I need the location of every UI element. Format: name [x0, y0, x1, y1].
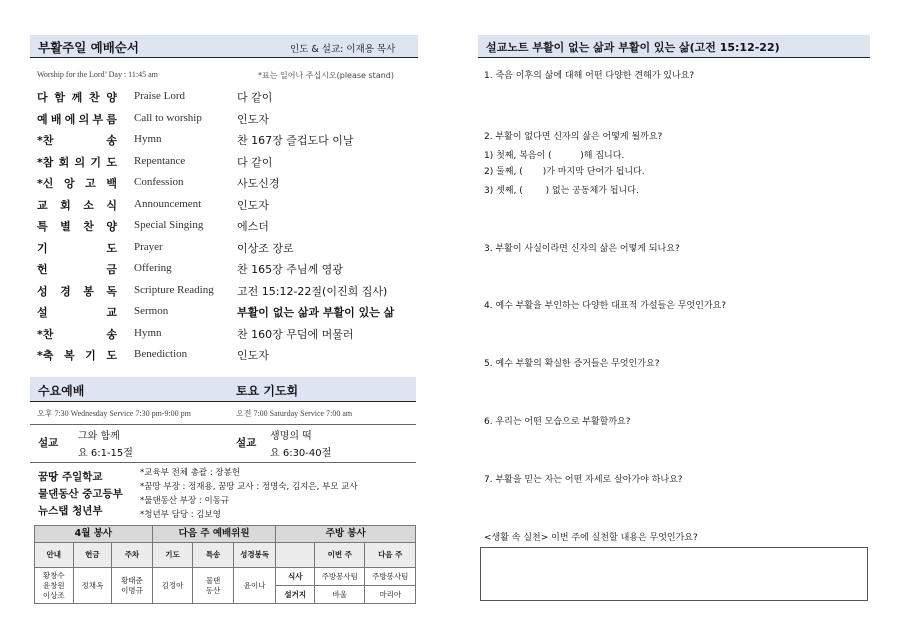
order-row: [37, 132, 417, 152]
sat-time: 오전 7:00 Saturday Service 7:00 am: [236, 409, 353, 418]
notes-title: 설교노트 부활이 없는 삶과 부활이 있는 삶(고전 15:12-22): [486, 41, 780, 54]
order-item-en: Call to worship: [134, 111, 202, 124]
order-row: [37, 197, 417, 217]
question-7: 7. 부활을 믿는 자는 어떤 자세로 살아가야 하나요?: [484, 475, 683, 485]
order-item-leader: 다 같이: [237, 91, 273, 104]
dish-next: 마리아: [365, 586, 416, 604]
order-row: [37, 240, 417, 260]
col-prayer: 기도: [152, 543, 193, 568]
staff-2: *꿈땅 부장 : 정재용, 꿈땅 교사 : 정명숙, 김지은, 부모 교사: [140, 482, 358, 492]
order-row: [37, 347, 417, 367]
order-item-en: Benediction: [134, 348, 188, 360]
offering-name: 정채옥: [73, 568, 112, 604]
order-item-leader: 다 같이: [237, 155, 273, 169]
order-item-en: Prayer: [134, 240, 163, 253]
order-item-en: Special Singing: [134, 219, 204, 231]
order-item-ko: 교 회 소 식: [37, 198, 117, 212]
order-row: [37, 218, 417, 238]
duty-header-next: 다음 주 예배위원: [152, 526, 276, 543]
order-row: [37, 304, 417, 324]
order-item-ko: *참 회 의 기 도: [37, 155, 117, 169]
order-item-leader: 부활이 없는 삶과 부활이 있는 삶: [237, 306, 395, 319]
question-2: 2. 부활이 없다면 신자의 삶은 어떻게 될까요?: [484, 132, 663, 142]
parking-name: 황태준: [121, 575, 143, 585]
order-item-leader: 이상조 장로: [237, 241, 294, 255]
order-item-en: Hymn: [134, 133, 162, 145]
practice-prompt: <생활 속 실천> 이번 주에 실천할 내용은 무엇인가요?: [484, 533, 698, 543]
order-row: [37, 283, 417, 303]
order-item-ko: 다 함 께 찬 양: [37, 91, 117, 104]
order-item-en: Announcement: [134, 197, 202, 210]
order-item-ko: *찬 송: [37, 134, 117, 147]
special-name-line: 물댄: [205, 575, 221, 585]
guide-names: [35, 568, 74, 604]
col-next-week: 다음 주: [365, 543, 416, 568]
parking-name: 이명규: [121, 585, 143, 595]
question-3: 3. 부활이 사실이라면 신자의 삶은 어떻게 되나요?: [484, 244, 680, 254]
order-item-en: Offering: [134, 262, 172, 274]
wed-sermon-label: 설교: [38, 437, 59, 449]
duty-table: [34, 525, 416, 604]
question-2-a: 1) 첫째, 복음이 ( )해 집니다.: [484, 151, 625, 161]
staff-1: *교육부 전체 총괄 : 장봉헌: [140, 468, 241, 478]
order-item-leader: 인도자: [237, 198, 269, 212]
sat-sermon-label: 설교: [236, 437, 257, 449]
sat-sermon-ref: 요 6:30-40절: [270, 448, 332, 459]
wed-time: 오후 7:30 Wednesday Service 7:30 pm-9:00 pm: [37, 409, 191, 418]
order-row: [37, 111, 417, 131]
order-item-leader: 사도신경: [237, 177, 280, 190]
order-item-ko: 기 도: [37, 241, 117, 255]
question-2-b: 2) 둘째, ( )가 마지막 단어가 됩니다.: [484, 167, 645, 177]
midweek-bar: [30, 377, 416, 402]
order-item-ko: 특 별 찬 양: [37, 220, 117, 233]
guide-name: 윤창원: [42, 580, 65, 590]
order-row: [37, 261, 417, 281]
order-item-leader: 인도자: [237, 349, 269, 362]
order-item-leader: 에스더: [237, 220, 269, 233]
order-item-en: Scripture Reading: [134, 283, 214, 296]
staff-3: *물댄동산 부장 : 이동규: [140, 496, 230, 506]
school-2: 물댄동산 중고등부: [38, 488, 123, 500]
order-item-leader: 찬 160장 무덤에 머물러: [237, 327, 354, 341]
order-row: [37, 326, 417, 346]
order-item-ko: 성 경 봉 독: [37, 284, 117, 298]
meal-next: 주방봉사팀: [365, 568, 416, 586]
order-item-leader: 찬 165장 주님께 영광: [237, 263, 343, 276]
col-parking: 주차: [112, 543, 153, 568]
order-item-ko: *축 복 기 도: [37, 349, 117, 362]
order-item-en: Hymn: [134, 326, 162, 339]
guide-name: 이상조: [42, 590, 65, 600]
parking-names: [112, 568, 153, 604]
order-item-ko: *신 앙 고 백: [37, 177, 117, 190]
col-reading: 성경봉독: [233, 543, 276, 568]
school-3: 뉴스탭 청년부: [38, 505, 103, 517]
order-item-leader: 찬 167장 즐겁도다 이날: [237, 134, 354, 147]
school-1: 꿈땅 주일학교: [38, 471, 103, 483]
wed-title: 수요예배: [38, 384, 85, 398]
sat-title: 토요 기도회: [236, 384, 299, 398]
question-2-c: 3) 셋째, ( ) 없는 공동체가 됩니다.: [484, 186, 639, 196]
question-4: 4. 예수 부활을 부인하는 다양한 대표적 가설들은 무엇인가요?: [484, 301, 727, 311]
worship-time: Worship for the Lord’ Day : 11:45 am: [37, 70, 158, 79]
col-blank: [276, 543, 315, 568]
prayer-name: 김정아: [152, 568, 193, 604]
order-row: [37, 175, 417, 195]
order-item-ko: 헌 금: [37, 263, 117, 276]
order-item-ko: *찬 송: [37, 327, 117, 341]
order-item-en: Praise Lord: [134, 90, 186, 102]
guide-name: 황창수: [42, 570, 65, 580]
worship-title: 부활주일 예배순서: [38, 40, 139, 55]
question-5: 5. 예수 부활의 확실한 증거들은 무엇인가요?: [484, 359, 660, 369]
dish-label: 설거지: [276, 586, 315, 604]
reading-name: 윤이나: [233, 568, 276, 604]
special-name: [193, 568, 234, 604]
practice-answer-box[interactable]: [480, 547, 868, 601]
order-item-ko: 설 교: [37, 306, 117, 319]
question-6: 6. 우리는 어떤 모습으로 부활할까요?: [484, 417, 631, 427]
wed-sermon-ref: 요 6:1-15절: [78, 448, 133, 459]
order-item-en: Repentance: [134, 154, 186, 167]
order-row: [37, 89, 417, 109]
col-guide: 안내: [35, 543, 74, 568]
special-name-line: 동산: [205, 585, 221, 595]
question-1: 1. 죽음 이후의 삶에 대해 어떤 다양한 견해가 있나요?: [484, 71, 695, 81]
preacher: 인도 & 설교: 이재용 목사: [290, 44, 396, 55]
meal-this: 주방봉사팀: [315, 568, 365, 586]
order-item-en: Sermon: [134, 305, 169, 317]
divider: [30, 462, 416, 463]
col-special: 특송: [193, 543, 234, 568]
duty-header-april: 4월 봉사: [35, 526, 153, 543]
dish-this: 바울: [315, 586, 365, 604]
sat-sermon-title: 생명의 떡: [270, 431, 312, 442]
order-item-leader: 고전 15:12-22절(이진희 집사): [237, 284, 388, 298]
duty-header-kitchen: 주방 봉사: [276, 526, 416, 543]
staff-4: *청년부 담당 : 김보영: [140, 510, 221, 520]
order-item-en: Confession: [134, 176, 184, 188]
order-item-ko: 예 배 에 의 부 름: [37, 112, 117, 126]
divider: [30, 424, 416, 425]
meal-label: 식사: [276, 568, 315, 586]
order-row: [37, 154, 417, 174]
col-offering: 헌금: [73, 543, 112, 568]
order-item-leader: 인도자: [237, 112, 269, 126]
stand-note: *표는 일어나 주십시오(please stand): [258, 71, 394, 80]
wed-sermon-title: 그와 함께: [78, 431, 120, 442]
col-this-week: 이번 주: [315, 543, 365, 568]
